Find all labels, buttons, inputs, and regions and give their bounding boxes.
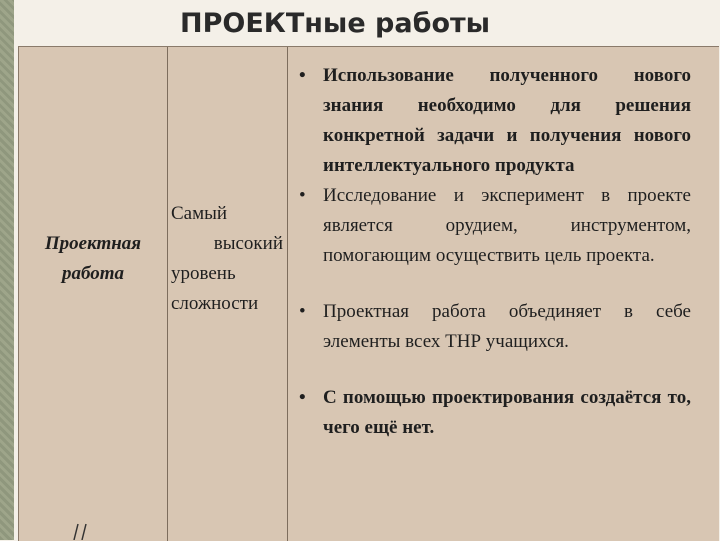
- work-type-cell: [19, 229, 167, 289]
- characteristics-list: [291, 61, 691, 443]
- complexity-level-line-1: Самый: [171, 203, 228, 224]
- list-item: [291, 383, 691, 443]
- list-item: [291, 297, 691, 357]
- list-item-text: Использование полученного нового знания необходимо для решения конкретной задачи и получения нового интеллектуального продукта: [323, 65, 691, 176]
- bullet-icon: •: [299, 185, 306, 206]
- list-item: [291, 181, 691, 271]
- page-title: ПРОЕКТные работы: [180, 8, 491, 39]
- content-table: [18, 46, 719, 541]
- complexity-level-line-3: уровень: [171, 263, 236, 284]
- complexity-level-line-4: сложности: [171, 293, 259, 314]
- bullet-icon: •: [299, 65, 306, 86]
- bullet-icon: •: [299, 301, 306, 322]
- bullet-icon: •: [299, 387, 306, 408]
- list-item-text: Проектная работа объединяет в себе элементы всех ТНР учащихся.: [323, 301, 691, 352]
- decorative-strip: [0, 0, 14, 540]
- list-item-text: Исследование и эксперимент в проекте является орудием, инструментом, помогающим осуществить цель проекта.: [323, 185, 691, 266]
- complexity-level-cell: [171, 199, 283, 319]
- list-item-text: С помощью проектирования создаётся то, чего ещё нет.: [323, 387, 691, 438]
- complexity-level-line-2: высокий: [213, 233, 283, 254]
- decorative-lines-icon: [70, 522, 100, 540]
- list-item: [291, 61, 691, 181]
- work-type-label: Проектная работа: [44, 233, 142, 284]
- column-divider-2: [287, 47, 288, 541]
- column-divider-1: [167, 47, 168, 541]
